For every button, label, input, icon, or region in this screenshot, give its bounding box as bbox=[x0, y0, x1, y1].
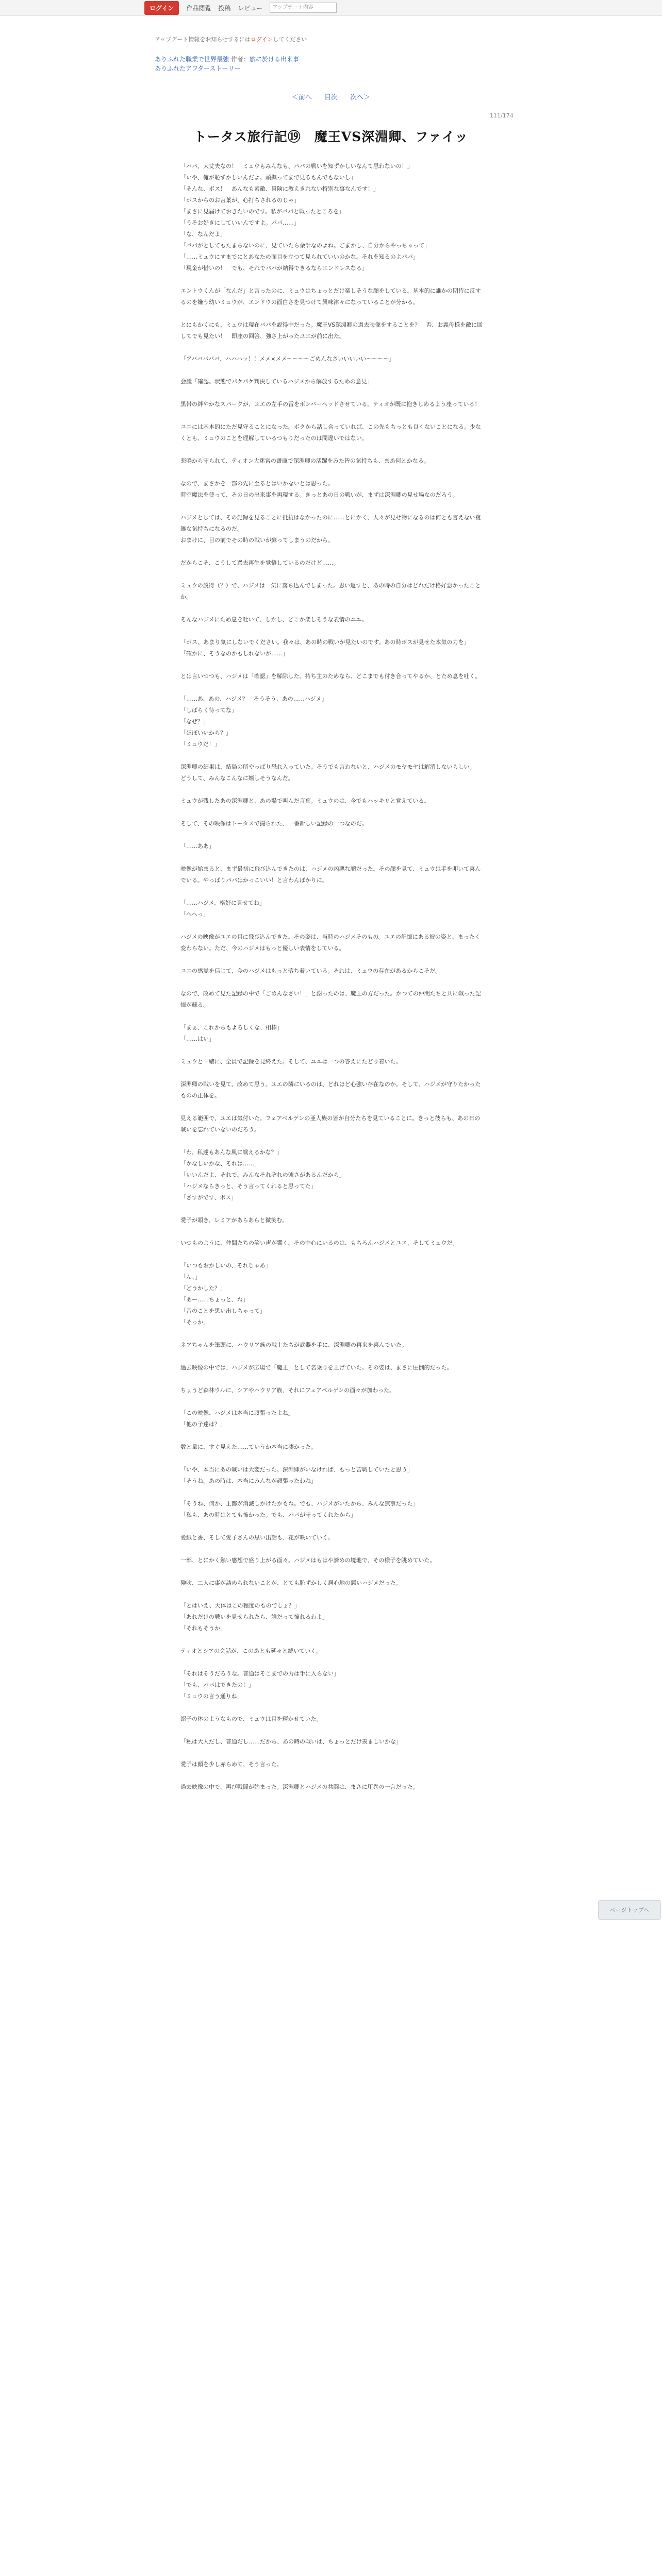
paragraph: ユエには基本的にただ見守ることになった。ボクから話し合っていれば、この先もちっとも良くないことになる。少なくとも、ミュウのことを理解しているつもりだったのは間違いではない。 bbox=[180, 423, 481, 442]
paragraph: 黒帯の絆やかなスパークが、ユエの左手の雷をボンバーヘッドさせている。ティオが既に抱きしめるよう座っている！ bbox=[180, 401, 481, 408]
paragraph: エントウくんが「なんだ」と言ったのに、ミュウはちょっとだけ楽しそうな顔をしている。基本的に誰かの期待に反するのを嫌う幼いミュウが、エンドウの面白さを見つけて興味津々になっていることが分かる。 bbox=[180, 287, 481, 306]
paragraph: 深淵卿の結果は、結局の所やっぱり恐れ入っていた。そうでも言わないと、ハジメのモヤモヤは解消しないらしい。 どうして、みんなこんなに嬉しそうなんだ。 bbox=[180, 764, 475, 782]
prev-link[interactable]: ＜前へ bbox=[291, 94, 312, 101]
notice-login-link[interactable]: ログイン bbox=[250, 36, 273, 43]
paragraph: 「それはそうだろうな。普通はそこまでの力は手に入らない」 「でも、パパはできたの！」 「ミュウの言う通りね」 bbox=[180, 1670, 339, 1700]
series-title-link[interactable]: ありふれた職業で世界最強 bbox=[155, 56, 229, 63]
top-bar bbox=[0, 0, 662, 16]
paragraph: 「そうね、何か、王都が消滅しかけたかもね。でも、ハジメがいたから、みんな無事だった」 「私も、あの時はとても怖かった。でも、パパが守ってくれたから」 bbox=[180, 1500, 419, 1518]
paragraph: 「……ハジメ、格好に見せてね」 「へへっ」 bbox=[180, 900, 266, 918]
paragraph: いつものように、仲間たちの笑い声が響く。その中心にいるのは、もちろんハジメとユエ、そしてミュウだ。 bbox=[180, 1240, 458, 1246]
paragraph: ミュウと一緒に、全員で記録を見終えた。そして、ユエは一つの答えにたどり着いた。 bbox=[180, 1058, 402, 1065]
paragraph: 「私は大人だし、普通だし……だから、あの時の戦いは、ちょっとだけ羨ましいかな」 bbox=[180, 1738, 402, 1745]
notice-suffix: してください bbox=[273, 36, 307, 43]
nav-link-browse[interactable]: 作品閲覧 bbox=[186, 4, 211, 12]
login-notice bbox=[155, 35, 307, 43]
chapter-title: トータス旅行記⑲ 魔王VS深淵卿、ファイッ bbox=[193, 129, 469, 144]
paragraph: 一部、とにかく熱い感想で盛り上がる面々。ハジメはもはや諦めの境地で、その様子を眺めていた。 bbox=[180, 1557, 436, 1564]
chapter-pager bbox=[0, 92, 662, 101]
paragraph: 「いつもおかしいの、それじゃあ」 「ん、」 「どうかした？」 「あー……ちょっと、ね」 「昔のことを思い出しちゃって」 「そっか」 bbox=[180, 1262, 271, 1326]
next-link[interactable]: 次へ＞ bbox=[350, 94, 371, 101]
episode-number: 111/174 bbox=[490, 112, 514, 119]
nav-link-post[interactable]: 投稿 bbox=[218, 4, 231, 12]
paragraph: 愛子が頷き、レミアがあらあらと微笑む。 bbox=[180, 1217, 288, 1224]
paragraph: 紹子の体のようなもので、ミュウは目を輝かせていた。 bbox=[180, 1716, 322, 1722]
paragraph: 過去映像の中では、ハジメが広場で「魔王」として名乗りを上げていた。その姿は、まさに圧倒的だった。 bbox=[180, 1364, 453, 1371]
subtitle-link[interactable]: ありふれたアフターストーリー bbox=[155, 65, 241, 72]
paragraph: だからこそ、こうして過去再生を覚悟しているのだけど……。 bbox=[180, 560, 339, 566]
paragraph: 「パパ、大丈夫なの！ ミュウもみんなも、パパの戦いを知ずかしいなんて思わないの！」 「いや、俺が恥ずかしいんだよ。頭撫ってまで見るもんでもないし」 「そんな、ボス！ あんなも素敵、冒険に教えきれない特別な事なんです！」 「ボスからのお言葉が、心打ちされるのじゃ」 「まさに見届けておきたいのです。私がパパと戦ったところを」 「うそお好きにしていいんですよ。パパ……」 「な、なんだよ」 「パパがとしてもたまらないのに、見ていたら余計なのよね。ごまかし、自分からやっちゃって」 「……ミュウにすまでにとあなたの面目を立つて見られていいのかな。それを知るのよパパ」 「現金が惜いの！ でも、それでパパが納得できるならエンドレスなる」 bbox=[180, 163, 430, 272]
paragraph: 見える範囲で、ユエは気付いた。フェアベルゲンの亜人族の皆が自分たちを見ていることに。きっと彼らも、あの日の戦いを忘れていないのだろう。 bbox=[180, 1115, 481, 1133]
paragraph: 「アバババババ、ハハハッ！！メメ×メメ～～～～ごめんなさいいいいい～～～～」 bbox=[180, 355, 395, 362]
paragraph: 「ボス、あまり気にしないでください。我々は、あの時の戦いが見たいのです。あの時ボスが見せた本気の力を」 「確かに、そうなのかもしれないが……」 bbox=[180, 639, 470, 657]
top-bar-inner bbox=[144, 0, 337, 15]
chapter-body bbox=[180, 161, 485, 1804]
paragraph: なので、改めて見た記録の中で「ごめんなさい！」と謝ったのは、魔王の方だった。かつての仲間たちと共に戦った記憶が蘇る。 bbox=[180, 990, 481, 1008]
paragraph: 愛紙と香、そして愛子さんの思い出話も、花が咲いていく。 bbox=[180, 1534, 334, 1541]
paragraph: ちょうど森林ウルに、シアやハウリア族、それにフェアベルゲンの面々が加わった。 bbox=[180, 1387, 395, 1394]
work-meta bbox=[155, 55, 299, 73]
paragraph: ミュウが残したあの深淵卿と、あの場で叫んだ言葉。ミュウのは、今でもハッキリと覚えている。 bbox=[180, 798, 430, 804]
paragraph: 会議「確認。状態でパケパケ判決しているハジメから解放するための意見」 bbox=[180, 378, 373, 385]
paragraph: とは言いつつも、ハジメは「確認」を解除した。持ち主のためなら、どこまでも付き合ってやるか、とため息を吐く。 bbox=[180, 673, 481, 680]
page-top-button[interactable]: ページトップへ bbox=[598, 1900, 661, 1920]
paragraph: 「……あ、あの、ハジメ？ そうそう、あの……ハジメ」 「しばらく待ってな」 「なぜ？」 「ほぼいいから？」 「ミュウだ！」 bbox=[180, 696, 327, 748]
paragraph: ユエの感覚を信じて、今のハジメはもっと落ち着いている。それは、ミュウの存在があるからこそだ。 bbox=[180, 968, 441, 974]
author-link[interactable]: 旅に於ける出来事 bbox=[249, 56, 299, 63]
paragraph: そして、その映像はトータスで撮られた、一番新しい記録の一つなのだ。 bbox=[180, 820, 368, 827]
paragraph: 過去映像の中で、再び戦闘が始まった。深淵卿とハジメの共闘は、まさに圧巻の一言だった。 bbox=[180, 1784, 419, 1790]
paragraph: 険吹、二人に事が詰められないことが、とても恥ずかしく居心地の悪いハジメだった。 bbox=[180, 1580, 402, 1586]
paragraph: 「……ああ」 bbox=[180, 843, 214, 850]
paragraph: 映像が始まると、まず最初に飛び込んできたのは、ハジメの凶悪な顔だった。その顔を見て、ミュウは手を叩いて喜んでいる。やっぱりパパはかっこいい！と言わんばかりに。 bbox=[180, 866, 481, 884]
paragraph: 「とはいえ、大体はこの程度のものでしょ？」 「あれだけの戦いを見せられたら、誰だって憧れるわよ」 「それもそうか」 bbox=[180, 1602, 328, 1632]
login-button[interactable]: ログイン bbox=[144, 1, 179, 15]
paragraph: 「この映像、ハジメは本当に頑張ったよね」 「他の子達は？」 bbox=[180, 1410, 294, 1428]
index-link[interactable]: 目次 bbox=[324, 94, 338, 101]
paragraph: ハジメとしては、その記録を見ることに抵抗はなかったのに……とにかく、人々が見せ物になるのは何とも言えない複雑な気持ちになるのだ。 おまけに、目の前でその時の戦いが蘇ってしまうのだから。 bbox=[180, 514, 481, 544]
search-input[interactable]: アップデート内容 bbox=[270, 3, 337, 13]
notice-prefix: アップデート情報をお知らせするには bbox=[155, 36, 251, 43]
paragraph: なので、まさかを一部の先に至るとはいかないとは思った。 時空魔法を使って、その日の出来事を再現する。きっとあの日の戦いが、まずは深淵卿の見せ場なのだろう。 bbox=[180, 480, 458, 498]
paragraph: 深淵卿の戦いを見て、改めて思う。ユエの隣にいるのは、どれほど心強い存在なのか。そして、ハジメが守りたかったものの正体を。 bbox=[180, 1081, 481, 1099]
paragraph: 「まぁ、これからもよろしくな、相棒」 「……はい」 bbox=[180, 1024, 283, 1042]
nav-link-review[interactable]: レビュー bbox=[238, 4, 263, 12]
paragraph: ティオとシアの会話が、このあとも延々と続いていく。 bbox=[180, 1648, 322, 1654]
author-label: 作者： bbox=[230, 56, 250, 63]
paragraph: とにもかくにも、ミュウは現在パパを説得中だった。魔王VS深淵卿の過去映像をすることを？ 否、お義母様を敵に回してでも見たい！ 即座の回答、強さ上がったユエが前に出た。 bbox=[180, 321, 483, 340]
paragraph: 数と量に、すぐ見えた……ていうか本当に凄かった。 bbox=[180, 1444, 317, 1450]
paragraph: ハジメの映像がユエの目に飛び込んできた。その姿は、当時のハジメそのもの。ユエの記憶にある彼の姿と、まったく変わらない。ただ、今のハジメはもっと優しい表情をしている。 bbox=[180, 934, 481, 952]
paragraph: 悲鳴から守られて、ティオン大迷宮の書庫で深淵卿の活躍をみた皆の気持ちも、まあ何とかなる。 bbox=[180, 457, 429, 464]
paragraph: ミュウの説得（？）で、ハジメは一気に落ち込んでしまった。思い返すと、あの時の自分はどれだけ格好悪かったことか。 bbox=[180, 582, 481, 600]
paragraph: そんなハジメにため息を吐いて、しかし、どこか楽しそうな表情のユエ。 bbox=[180, 616, 368, 623]
paragraph: ネアちゃんを筆頭に、ハウリア族の戦士たちが武器を手に、深淵卿の再来を喜んでいた。 bbox=[180, 1342, 407, 1348]
paragraph: 「いや、本当にあの戦いは大変だった。深淵卿がいなければ、もっと苦戦していたと思う」 「そうね。あの時は、本当にみんなが頑張ったわね」 bbox=[180, 1466, 413, 1484]
paragraph: 愛子は顔を少し赤らめて、そう言った。 bbox=[180, 1761, 283, 1768]
paragraph: 「わ、私達もあんな風に戦えるかな？」 「かなしいかな、それは……」 「いいんだよ、それで。みんなそれぞれの強さがあるんだから」 「ハジメならきっと、そう言ってくれると思ってた」 「さすがです、ボス」 bbox=[180, 1149, 345, 1201]
